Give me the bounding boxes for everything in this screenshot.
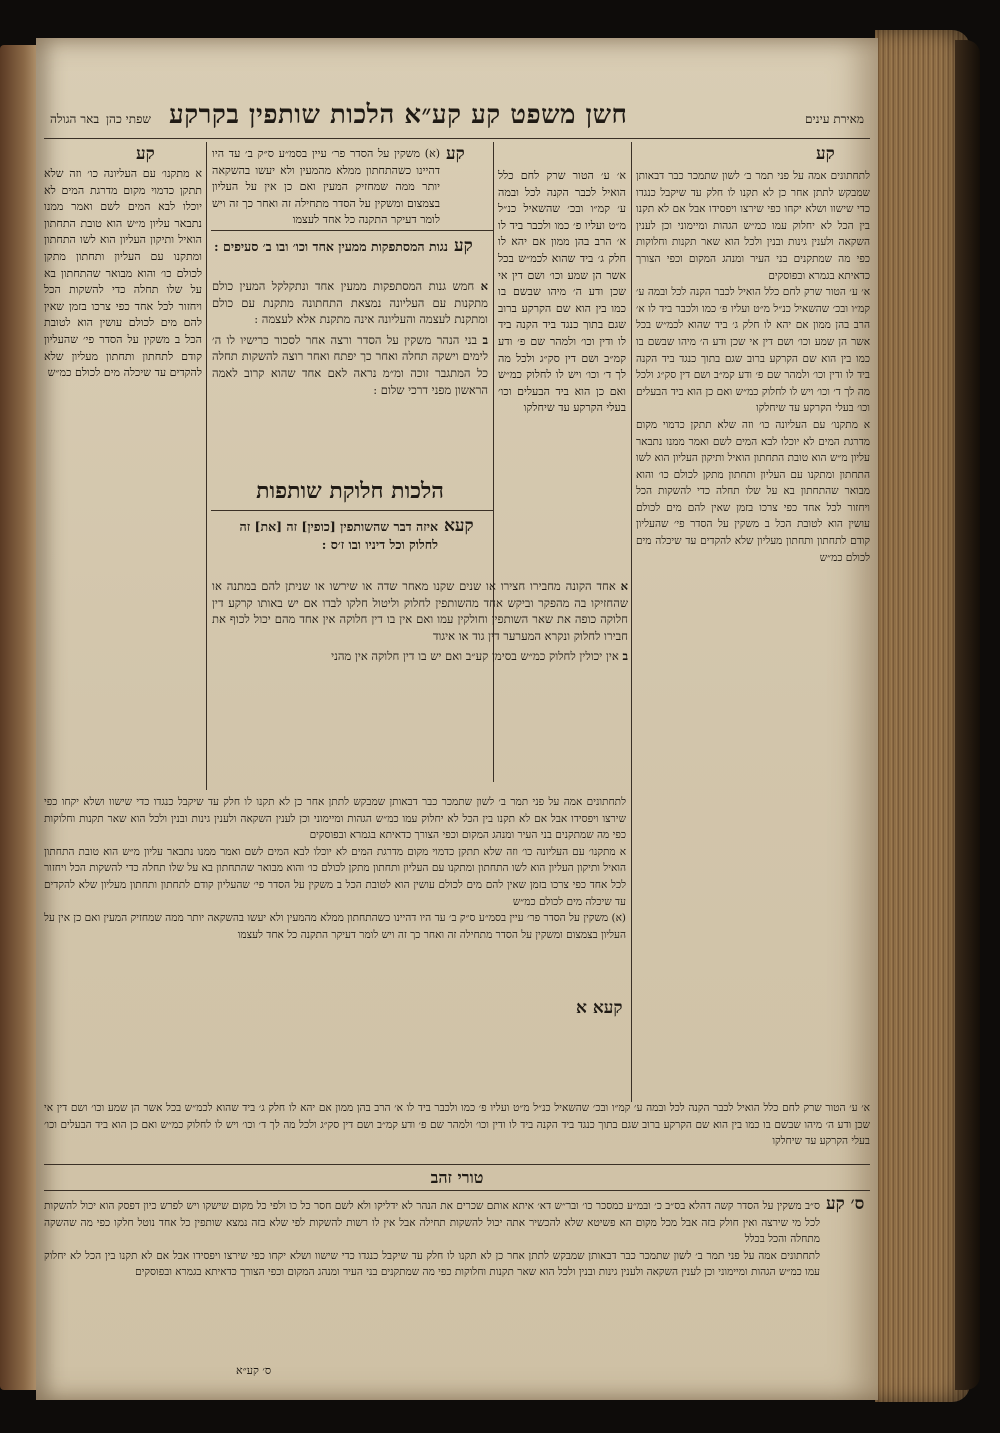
taz-text-2: לתחתונים אמה על פני תמר ב׳ לשון שתמכר כבר דבאותן שמבקש לתתן אחר כן לא תקנו לו חלק עד שיקבל כנגדו כדי שישוו ושלא יקחו כפי שירצו ויפסידו אבל אם לא תקנו בין הכל לא יחלוק עמו כמ״ש הגהות ומיימוני וכן לענין השקאה ולענין גינות ובנין ולכל הוא שאר תקנות וחלוקות כפי מה שמתקנים בני העיר ומנהג המקום וכפי הצורך כדאיתא בגמרא ובפוסקים: [44, 1249, 820, 1279]
siman-170-seif-1: [212, 278, 488, 398]
header-small-left-2: שפתי כהן: [106, 112, 151, 126]
section-title: הלכות חלוקת שותפות: [256, 478, 444, 504]
catchword: ס׳ קע״א: [236, 1364, 272, 1377]
lower-text: לתחתונים אמה על פני תמר ב׳ לשון שתמכר כבר דבאותן שמבקש לתתן אחר כן לא תקנו לו חלק עד שיקבל כנגדו כדי שישוו ושלא יקחו כפי שירצו ויפסידו אבל אם לא תקנו בין הכל לא יחלוק עמו כמ״ש הגהות ומיימוני וכן לענין השקאה ולענין גינות ובנין ולכל הוא שאר תקנות וחלוקות כפי מה שמתקנים בני העיר ומנהג המקום וכפי הצורך כדאיתא בגמרא ובפוסקים: [44, 796, 626, 842]
beer-hagolah-text: לתחתונים אמה על פני תמר ב׳ לשון שתמכר כבר דבאותן שמבקש לתתן אחר כן לא תקנו לו חלק עד שיקבל כנגדו כדי שישוו ושלא יקחו כפי שירצו ויפסידו אבל אם לא תקנו בין הכל לא יחלוק עמו כמ״ש הגהות ומיימוני וכן לענין השקאה ולענין גינות ובנין ולכל הוא שאר תקנות וחלוקות כפי מה שמתקנים בני העיר ומנהג המקום וכפי הצורך כדאיתא בגמרא ובפוסקים: [636, 170, 870, 282]
siach-text: א׳ ע׳ הטור שרק לחם כלל הואיל לכבר הקנה לכל ובמה ע׳ קמ״ו ובכ׳ שהשאיל כנ״ל מ״ט ועליו פ׳ כמו ולכבר ביד לו א׳ הרב בהן ממון אם יהא לו חלק ג׳ ביד שהוא לכמ״ש בכל אשר הן שמע וכו׳ ושם דין אי שכן ודע ה׳ מיהו שבשם בו כמו בין הוא שם הקרקע ברוב שגם בתוך כנגד ביד הקנה ביד לו ודין וכו׳ ולמהר שם פ׳ ודע קמ״ב ושם דין סק״ג ולכל מה לך ד׳ וכו׳ ויש לו לחלוק כמ״ש ואם כן הוא ביד הבעלים וכו׳ בעלי הקרקע עד שיחלקו: [498, 169, 626, 415]
shach-commentary-top: [212, 146, 440, 226]
turei-zahav-title: טורי זהב: [430, 1168, 484, 1187]
siman-171-inline-tag: קעא א: [576, 998, 623, 1018]
siman-171-seif-1-text: אחד הקונה מחבירו חצירו או שנים שקנו מאחר שדה או שירשו או שניתן להם במתנה או שהחזיקו בה מהפקר וביקש אחד מהשותפין לחלוק וליטול חלקו לבדו אם יש באותו קרקע דין חלוקה כופה את שאר השותפין וחולקין עמו ואם אין בו דין חלוקה אין אחד מהם יכול לכוף את חבירו לחלוק ונקרא המערער דין גוד או איגוד: [212, 579, 628, 643]
shach-text: (א) משקין על הסדר פר׳ עיין בסמ״ע ס״ק ב׳ עד היו דהיינו כשהתחתון ממלא מהמעין ולא יעשו בהשקאה יותר ממה שמחזיק המעין ואם כן אין על העליון בצמצום ומשקין על הסדר מתחילה זה ואחר כך זה ויש לומר דעיקר התקנה כל אחד לעצמו: [212, 147, 440, 226]
header-small-right: מאירת עינים: [805, 112, 864, 126]
beer-hagolah-text-2: א׳ ע׳ הטור שרק לחם כלל הואיל לכבר הקנה לכל ובמה ע׳ קמ״ו ובכ׳ שהשאיל כנ״ל מ״ט ועליו פ׳ כמו ולכבר ביד לו א׳ הרב בהן ממון אם יהא לו חלק ג׳ ביד שהוא לכמ״ש בכל אשר הן שמע וכו׳ ושם דין אי שכן ודע ה׳ מיהו שבשם בו כמו בין הוא שם הקרקע ברוב שגם בתוך כנגד ביד הקנה ביד לו ודין וכו׳ ולמהר שם פ׳ ודע קמ״ב ושם דין סק״ג ולכל מה לך ד׳ וכו׳ ויש לו לחלוק כמ״ש ואם כן הוא ביד הבעלים וכו׳ בעלי הקרקע עד שיחלקו: [636, 286, 870, 415]
lower-commentary-block: [44, 794, 626, 1094]
seif-2-letter: ב: [482, 332, 488, 347]
book-cover-edge: [955, 40, 980, 1390]
running-header: [44, 100, 870, 134]
seif-1-letter: א: [480, 279, 488, 293]
column-divider-right: [631, 142, 632, 1102]
siach-commentary: [498, 168, 626, 708]
wide-text: א׳ ע׳ הטור שרק לחם כלל הואיל לכבר הקנה לכל ובמה ע׳ קמ״ו ובכ׳ שהשאיל כנ״ל מ״ט ועליו פ׳ כמו ולכבר ביד לו א׳ הרב בהן ממון אם יהא לו חלק ג׳ ביד שהוא לכמ״ש בכל אשר הן שמע וכו׳ ושם דין אי שכן ודע ה׳ מיהו שבשם בו כמו בין הוא שם הקרקע ברוב שגם בתוך כנגד ביד הקנה ביד לו ודין וכו׳ ולמהר שם פ׳ ודע קמ״ב ושם דין סק״ג ולכל מה לך ד׳ וכו׳ ויש לו לחלוק כמ״ש ואם כן הוא ביד הבעלים וכו׳ בעלי הקרקע עד שיחלקו: [44, 1102, 870, 1148]
beer-hagolah-tag: קע: [816, 144, 835, 164]
siman-171-seif-1-letter: א: [620, 579, 628, 593]
seif-1-text: חמש גנות המסתפקות ממעין אחד ונתקלקל המעין כולם מתקנות עם העליונה נמצאת התחתונה מתקנת עם כולם ומתקנת לעצמה והעליונה אינה מתקנת אלא לעצמה :: [212, 279, 488, 327]
seif-2-text: בני הנהר משקין על הסדר ורצה אחר לסכור כרישיו לו ה׳ לימים וישקה תחלה ואחר כך יפתח ואחר רוצה להשקות תחלה כל המתגבר זוכה ומ״מ נראה לאם אחד שהוא קרוב לאמה הראשון מפני דרכי שלום :: [212, 332, 488, 397]
taz-text: ס״ב משקין על הסדר קשה דהלא בס״ב כ׳ ובמ״ע כמסכר כו׳ ובר״ש דא׳ איתא אותם שכרים את הנהר לא ידליקו ולא לשם חסר כל כו ולפי כל מקום שישקו ויש לפרש כיון דפסק הוא יכול להשקות לכל מי שירצה ואין חולק בזה אבל מכל מקום הא פשיטא שלא להכשיר אתה יכול להשקות תחילה אבל אין לו רשות להשקות לפי שלא בזה נמצא שותפין כל אחד נוטל חלקו כפי מה שהשקה מתחלה והכל בכלל: [44, 1200, 820, 1246]
shach-rule: [211, 230, 493, 231]
header-rule: [44, 138, 870, 139]
meirat-text: א מתקנו׳ עם העליונה כו׳ וזה שלא תתקן כדמוי מקום מדרגת המים לא יוכלו לבא המים לשם ואמר ממנו נתבאר עליון מ״ש הוא טובת התחתון הואיל ותיקון העליון הוא לשו התחתון ומתקנו עם העליון ותחתון מתקן לכולם כו׳ והוא מבואר שהתחתון בא על שלו תחלה כדי להשקות הכל ויחזור לכל אחד כפי צרכו בזמן שאין להם מים לכולם עושין הוא לטובת הכל ב משקין על הסדר פי׳ שהעליון קודם לתחתון ותחתון מעליון שלא להקדים עד שיכלה מים לכולם כמ״ש: [44, 167, 202, 380]
lower-text-3: (א) משקין על הסדר פר׳ עיין בסמ״ע ס״ק ב׳ עד היו דהיינו כשהתחתון ממלא מהמעין ולא יעשו בהשקאה יותר ממה שמחזיק המעין ואם כן אין על העליון בצמצום ומשקין על הסדר מתחילה זה ואחר כך זה ויש לומר דעיקר התקנה כל אחד לעצמו: [44, 912, 626, 941]
beer-hagolah-text-3: א מתקנו׳ עם העליונה כו׳ וזה שלא תתקן כדמוי מקום מדרגת המים לא יוכלו לבא המים לשם ואמר ממנו נתבאר עליון מ״ש הוא טובת התחתון הואיל ותיקון העליון הוא לשו התחתון ומתקנו עם העליון ותחתון מתקן לכולם כו׳ והוא מבואר שהתחתון בא על שלו תחלה כדי להשקות הכל ויחזור לכל אחד כפי צרכו בזמן שאין להם מים לכולם עושין הוא לטובת הכל ב משקין על הסדר פי׳ שהעליון קודם לתחתון ותחתון מעליון שלא להקדים עד שיכלה מים לכולם כמ״ש: [636, 418, 870, 564]
section-title-rule: [211, 510, 493, 511]
header-title: חשן משפט קע קע״א הלכות שותפין בקרקע: [169, 100, 628, 130]
wide-commentary-block: [44, 1100, 870, 1160]
footer-rule-top: [44, 1164, 870, 1165]
meirat-siman-tag: קע: [136, 144, 155, 164]
lower-text-2: א מתקנו׳ עם העליונה כו׳ וזה שלא תתקן כדמוי מקום מדרגת המים לא יוכלו לבא המים לשם ואמר ממנו נתבאר עליון מ״ש הוא טובת התחתון הואיל ותיקון העליון הוא לשו התחתון ומתקנו עם העליון ותחתון מתקן לכולם כו׳ והוא מבואר שהתחתון בא על שלו תחלה כדי להשקות הכל ויחזור לכל אחד כפי צרכו בזמן שאין להם מים לכולם עושין הוא לטובת הכל ב משקין על הסדר פי׳ שהעליון קודם לתחתון ותחתון מעליון שלא להקדים עד שיכלה מים לכולם כמ״ש: [44, 845, 626, 908]
siman-171-title: איזה דבר שהשותפין [כופין] זה [את] זה לחלוק וכל דיניו ובו ז׳ס :: [239, 519, 438, 552]
beer-hagolah-column: [636, 168, 870, 1098]
turei-zahav-tag: ס׳ קע: [826, 1194, 865, 1214]
shach-siman-tag: קע: [446, 144, 465, 164]
column-divider-left: [206, 142, 207, 790]
turei-zahav-text: [44, 1198, 820, 1358]
header-small-left: באר הגולה: [50, 112, 100, 126]
siman-170-tag: קע: [454, 236, 473, 256]
book-page: [36, 38, 878, 1400]
previous-page-edge: [0, 45, 40, 1390]
footer-rule: [44, 1190, 870, 1191]
siman-170-title: נגות המסתפקות ממעין אחד וכו׳ ובו ב׳ סעיפים :: [214, 239, 448, 254]
meirat-einayim-commentary: [44, 166, 202, 786]
siman-171-tag: קעא: [444, 516, 474, 536]
siman-171-seif-2-text: אין יכולין לחלוק כמ״ש בסימן קע״ב ואם יש בו דין חלוקה אין מהני: [331, 649, 619, 664]
siman-171-seif-2-letter: ב: [622, 649, 628, 664]
